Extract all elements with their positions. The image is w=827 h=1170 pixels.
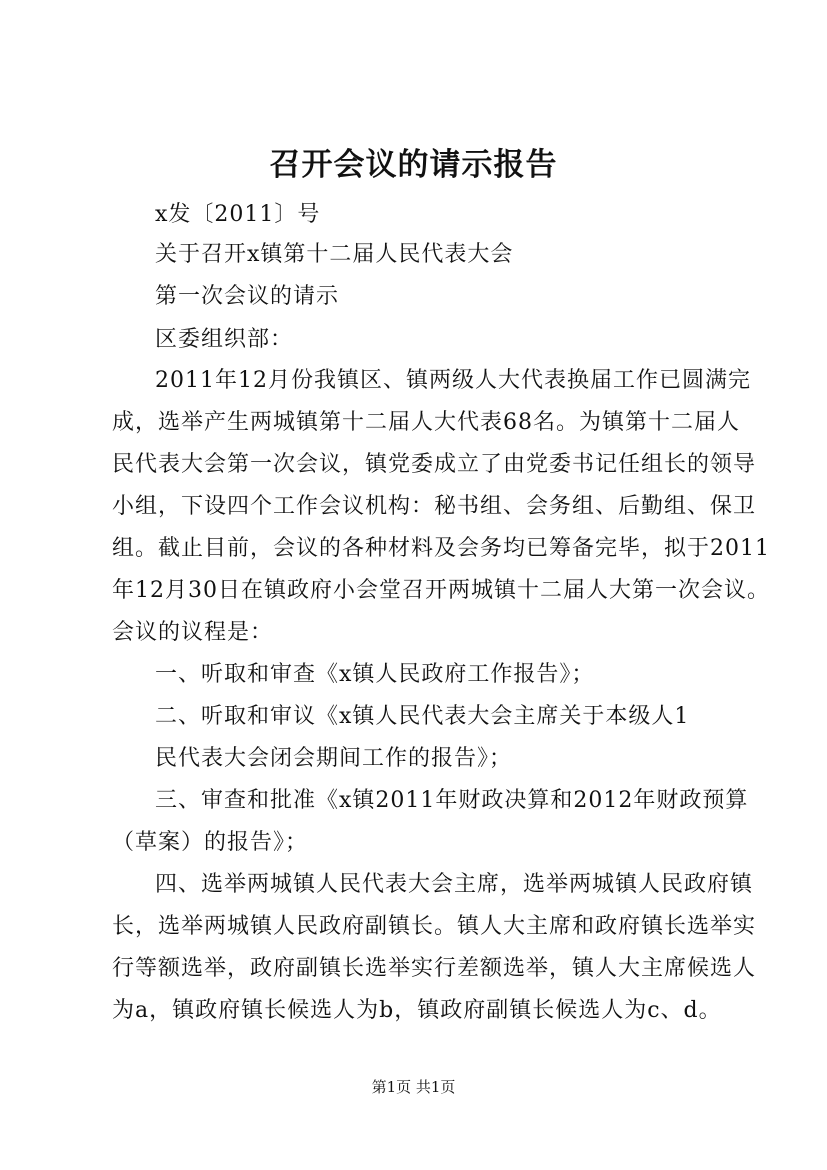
body-line: 小组，下设四个工作会议机构：秘书组、会务组、后勤组、保卫 xyxy=(112,494,757,519)
agenda-item-2-cont: 民代表大会闭会期间工作的报告》； xyxy=(155,746,513,771)
recipient: 区委组织部： xyxy=(155,327,294,352)
body-line: 组。截止目前，会议的各种材料及会务均已筹备完毕，拟于2011 xyxy=(112,536,770,561)
body-line: 年12月30日在镇政府小会堂召开两城镇十二届人大第一次会议。 xyxy=(112,578,770,603)
doc-number: x发〔2011〕号 xyxy=(155,202,321,227)
agenda-item-4-cont: 行等额选举，政府副镇长选举实行差额选举，镇人大主席候选人 xyxy=(112,956,757,981)
page-footer: 第1页 共1页 xyxy=(371,1078,456,1096)
body-line: 民代表大会第一次会议，镇党委成立了由党委书记任组长的领导 xyxy=(112,452,757,477)
agenda-item-3-cont: （草案）的报告》； xyxy=(112,830,309,855)
agenda-item-1: 一、听取和审查《x镇人民政府工作报告》； xyxy=(155,662,595,687)
subject-line-2: 第一次会议的请示 xyxy=(155,284,340,309)
body-line: 成，选举产生两城镇第十二届人大代表68名。为镇第十二届人 xyxy=(112,410,740,435)
agenda-item-3: 三、审查和批准《x镇2011年财政决算和2012年财政预算 xyxy=(155,788,749,813)
agenda-item-4-cont: 为a，镇政府镇长候选人为b，镇政府副镇长候选人为c、d。 xyxy=(112,998,722,1023)
agenda-item-2: 二、听取和审议《x镇人民代表大会主席关于本级人1 xyxy=(155,704,690,729)
body-line: 会议的议程是： xyxy=(112,620,274,645)
document-title: 召开会议的请示报告 xyxy=(269,147,558,183)
body-line: 2011年12月份我镇区、镇两级人大代表换届工作已圆满完 xyxy=(155,368,751,393)
subject-line-1: 关于召开x镇第十二届人民代表大会 xyxy=(155,242,514,267)
agenda-item-4: 四、选举两城镇人民代表大会主席，选举两城镇人民政府镇 xyxy=(155,872,754,897)
agenda-item-4-cont: 长，选举两城镇人民政府副镇长。镇人大主席和政府镇长选举实 xyxy=(112,914,757,939)
